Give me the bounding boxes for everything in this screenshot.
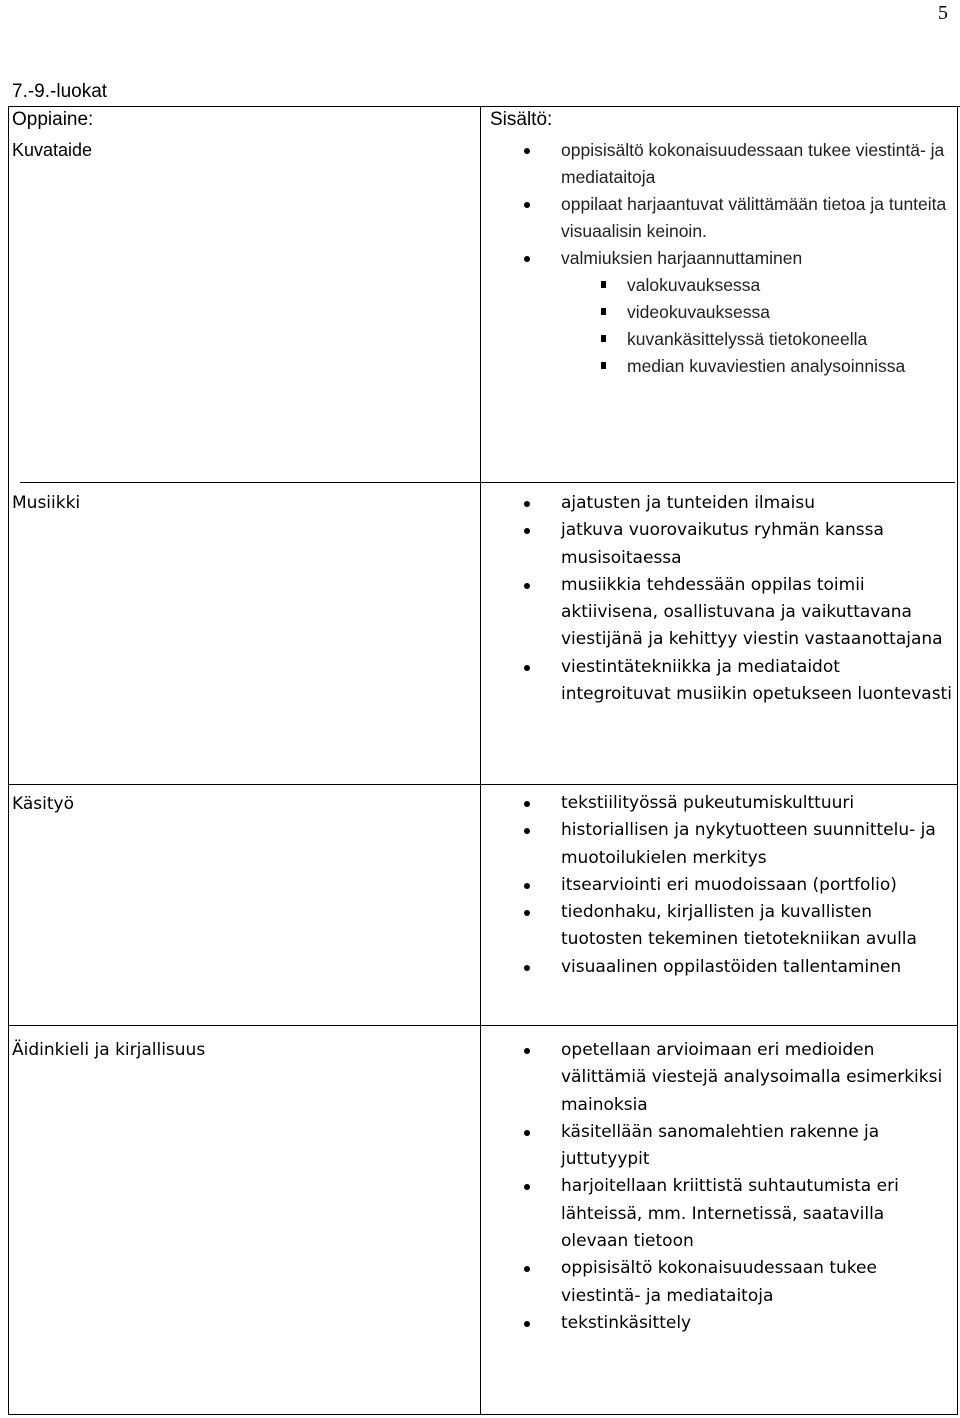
subject-kuvataide: Kuvataide — [12, 140, 93, 160]
list-item: harjoitellaan kriittistä suhtautumista eri lähteissä, mm. Internetissä, saatavilla olevaan tietoon — [480, 1173, 955, 1255]
header-content: Sisältö: — [490, 109, 553, 130]
table-bottom-rule — [8, 1414, 958, 1415]
bullet-icon — [524, 528, 530, 534]
list-item: musiikkia tehdessään oppilas toimii aktiivisena, osallistuvana ja vaikuttavana viestijänä ja kehittyy viestin vastaanottajana — [480, 572, 955, 654]
section-title: 7.-9.-luokat — [12, 81, 108, 102]
bullet-icon — [524, 256, 530, 262]
bullet-icon — [524, 801, 530, 807]
bullet-icon — [524, 910, 530, 916]
bullet-icon — [524, 1130, 530, 1136]
subject-musiikki: Musiikki — [12, 493, 81, 513]
list-item: opetellaan arvioimaan eri medioiden välittämiä viestejä analysoimalla esimerkiksi mainoksia — [480, 1037, 955, 1119]
list-item: visuaalinen oppilastöiden tallentaminen — [480, 954, 955, 981]
list-item: itsearviointi eri muodoissaan (portfolio) — [480, 872, 955, 899]
bullet-icon — [524, 1266, 530, 1272]
kuvataide-sublist — [561, 272, 955, 380]
square-bullet-icon — [601, 308, 606, 315]
bullet-icon — [524, 202, 530, 208]
square-bullet-icon — [601, 281, 606, 288]
bullet-icon — [524, 501, 530, 507]
bullet-icon — [524, 583, 530, 589]
sub-list-item: videokuvauksessa — [480, 299, 955, 326]
header-top-rule — [8, 106, 960, 107]
bullet-icon — [524, 883, 530, 889]
page-number: 5 — [938, 2, 948, 24]
list-item: historiallisen ja nykytuotteen suunnittelu- ja muotoilukielen merkitys — [480, 817, 955, 872]
bullet-icon — [524, 828, 530, 834]
row-rule-kasityo-end — [8, 1025, 958, 1026]
list-item: oppilaat harjaantuvat välittämään tietoa ja tunteita visuaalisin keinoin. — [480, 191, 955, 245]
sub-list-item: valokuvauksessa — [480, 272, 955, 299]
list-item: tiedonhaku, kirjallisten ja kuvallisten tuotosten tekeminen tietotekniikan avulla — [480, 899, 955, 954]
bullet-icon — [524, 1048, 530, 1054]
musiikki-list — [480, 490, 955, 708]
bullet-icon — [524, 1184, 530, 1190]
sub-list-item: median kuvaviestien analysoinnissa — [480, 353, 955, 380]
kuvataide-list — [480, 137, 955, 380]
list-item: tekstinkäsittely — [480, 1310, 955, 1337]
row-rule-musiikki-end — [8, 784, 958, 785]
sub-list-item: kuvankäsittelyssä tietokoneella — [480, 326, 955, 353]
subject-kasityo: Käsityö — [12, 794, 74, 814]
bullet-icon — [524, 148, 530, 154]
square-bullet-icon — [601, 362, 606, 369]
bullet-icon — [524, 965, 530, 971]
left-border — [8, 106, 9, 1415]
list-item: valmiuksien harjaannuttaminen valokuvauksessa videokuvauksessa kuvankäsittelyssä tietokoneella median kuvaviestien analysoinnissa — [480, 245, 955, 380]
list-item: tekstiilityössä pukeutumiskulttuuri — [480, 790, 955, 817]
aidinkieli-list — [480, 1037, 955, 1337]
list-item: jatkuva vuorovaikutus ryhmän kanssa musisoitaessa — [480, 517, 955, 572]
square-bullet-icon — [601, 335, 606, 342]
list-item: viestintätekniikka ja mediataidot integroituvat musiikin opetukseen luontevasti — [480, 654, 955, 709]
list-item: oppisisältö kokonaisuudessaan tukee viestintä- ja mediataitoja — [480, 137, 955, 191]
bullet-icon — [524, 1321, 530, 1327]
kasityo-list — [480, 790, 955, 981]
list-item: oppisisältö kokonaisuudessaan tukee viestintä- ja mediataitoja — [480, 1255, 955, 1310]
list-item: ajatusten ja tunteiden ilmaisu — [480, 490, 955, 517]
bullet-icon — [524, 665, 530, 671]
subject-aidinkieli: Äidinkieli ja kirjallisuus — [12, 1040, 206, 1060]
right-border — [957, 106, 958, 1415]
row-rule-kuvataide-end — [20, 482, 955, 483]
header-subject: Oppiaine: — [12, 109, 94, 130]
list-item: käsitellään sanomalehtien rakenne ja juttutyypit — [480, 1119, 955, 1174]
